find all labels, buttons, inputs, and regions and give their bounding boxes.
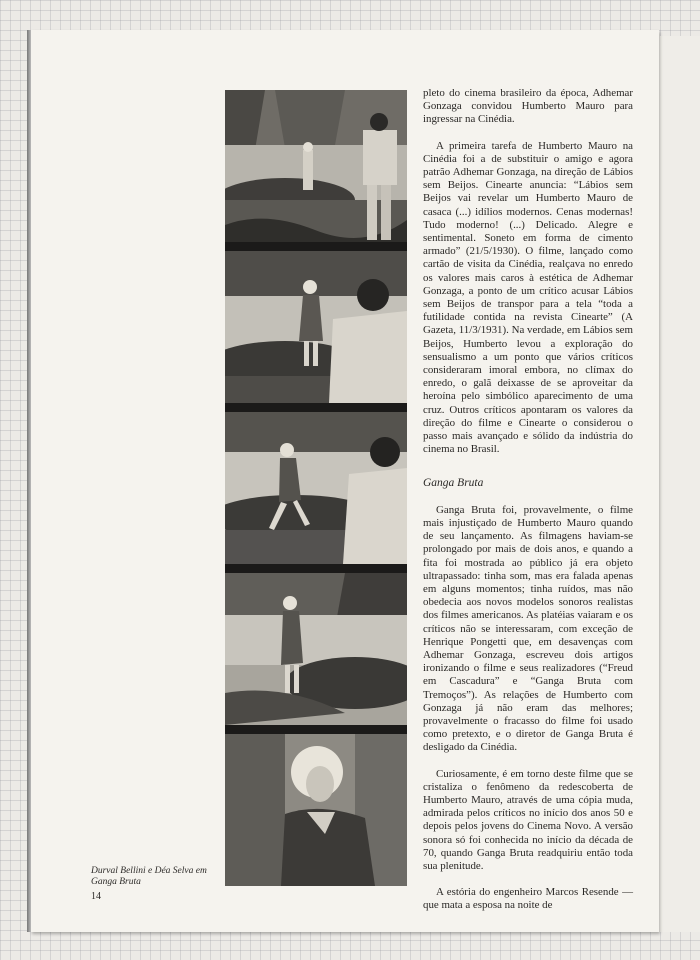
photo-caption: Durval Bellini e Déa Selva em Ganga Bruta — [91, 866, 207, 887]
adjacent-page-edge — [657, 36, 700, 932]
film-still-4 — [225, 573, 407, 725]
paragraph: A estória do engenheiro Marcos Resende — que mata a esposa na noite de — [423, 886, 633, 912]
page-spine — [27, 30, 31, 932]
article-column — [423, 87, 633, 926]
film-still-3 — [225, 412, 407, 564]
film-still-1 — [225, 90, 407, 242]
page-number: 14 — [91, 891, 101, 902]
film-still-5 — [225, 734, 407, 886]
paragraph: Ganga Bruta foi, provavelmente, o filme mais injustiçado de Humberto Mauro quando de seu lançamento. As filmagens haviam-se prolongado por mais de dois anos, e quando a fita foi mostrada ao público já era objeto ultrapassado: tinha som, mas era falada apenas em alguns momentos; tinha ruídos, mas não obedecia aos novos modelos sonoros realistas dos filmes americanos. As platéias vaiaram e os críticos não se interessaram, com exceção de Henrique Pongetti que, em desavenças com Adhemar Gonzaga, escreveu dois artigos ironizando o filme e seus realizadores (“Freud em Cascadura” e “Ganga Bruta com Tremoços”). As relações de Humberto com Gonzaga já não eram das melhores; provavelmente o fracasso do filme foi usado como pretexto, e o diretor de Ganga Bruta é desligado da Cinédia. — [423, 503, 633, 754]
paragraph: A primeira tarefa de Humberto Mauro na Cinédia foi a de substituir o amigo e agora patrão Adhemar Gonzaga, na direção de Lábios sem Beijos. Cinearte anuncia: “Lábios sem Beijos vai revelar um Humberto Mauro de casaca (...) idílios modernos. Cenas modernas! Tudo moderno! (...) Delicado. Alegre e sentimental. Soneto em forma de cimento armado” (21/5/1930). O filme, lançado como cartão de visita da Cinédia, realçava no enredo os valores mais caros à estética de Adhemar Gonzaga, a ponto de um crítico acusar Lábios sem Beijos de transpor para a tela “toda a futilidade contida na revista Cinearte” (A Gazeta, 11/3/1931). Na verdade, em Lábios sem Beijos, Humberto levou a exploração do sensualismo a um ponto que vários críticos consideraram imoral embora, no clímax do enredo, o galã deixasse de se aproveitar da heroína pelo simbólico aparecimento de uma cruz. Outros críticos apontaram os valores da direção do filme e Cinearte o considerou o passo mais avançado e sólido da indústria do cinema no Brasil. — [423, 139, 633, 456]
paragraph: Curiosamente, é em torno deste filme que se cristaliza o fenômeno da redescoberta de Humberto Mauro, através de uma cópia muda, admirada pelos críticos no início dos anos 50 e depois pelos jovens do Cinema Novo. A versão sonora só foi conhecida no início da década de 70, quando Ganga Bruta readquiriu então toda sua plenitude. — [423, 767, 633, 872]
film-still-strip — [225, 90, 407, 886]
paragraph: pleto do cinema brasileiro da época, Adhemar Gonzaga convidou Humberto Mauro para ingressar na Cinédia. — [423, 87, 633, 126]
film-still-2 — [225, 251, 407, 403]
section-heading: Ganga Bruta — [423, 477, 484, 490]
magazine-page — [31, 30, 659, 932]
